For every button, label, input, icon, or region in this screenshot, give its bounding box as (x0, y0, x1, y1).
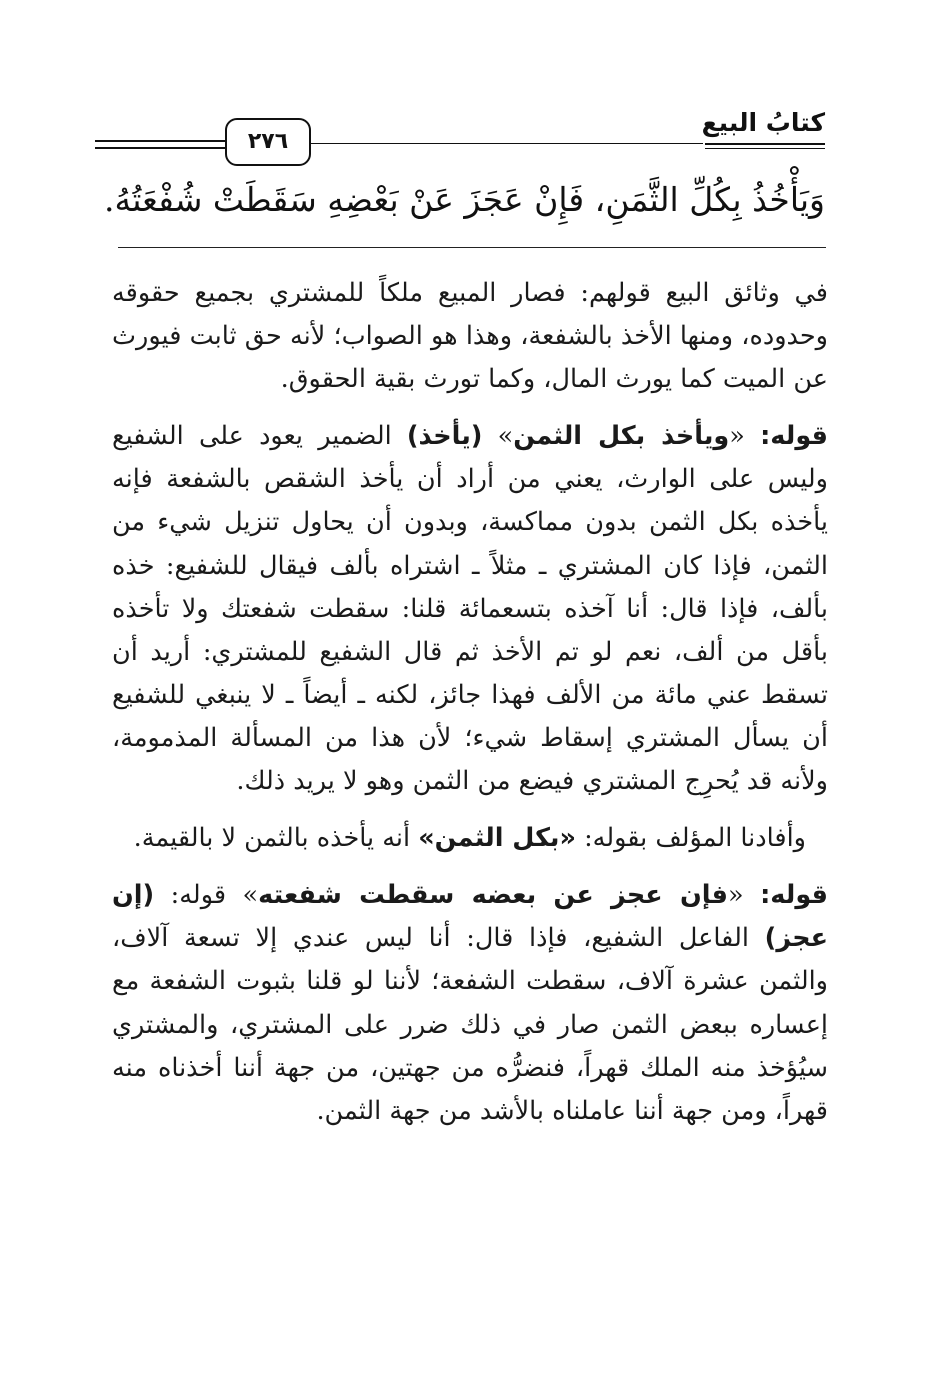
header-rule (95, 147, 225, 149)
quote-open: « (729, 421, 745, 452)
page-header (95, 108, 825, 168)
paragraph-1-text: في وثائق البيع قولهم: فصار المبيع ملكاً للمشتري بجميع حقوقه وحدوده، ومنها الأخذ بالشفعة، وهذا هو الصواب؛ لأنه حق ثابت فيورث عن الميت كما يورث المال، وكما تورث بقية الحقوق. (112, 278, 828, 395)
page-number: ٢٧٦ (225, 118, 311, 166)
header-rule (309, 143, 703, 144)
paragraph-2-body: الضمير يعود على الشفيع وليس على الوارث، يعني من أراد أن يأخذ الشقص بالشفعة فإنه يأخذه بكل الثمن بدون مماكسة، وبدون أن يحاول تنزيل شيء من الثمن، فإذا كان المشتري ـ مثلاً ـ اشتراه بألف فيقال للشفيع: خذه بألف، فإذا قال: أنا آخذه بتسعمائة قلنا: سقطت شفعتك ولا تأخذه بأقل من ألف، نعم لو تم الأخذ ثم قال الشفيع للمشتري: أريد أن تسقط عني مائة من الألف فهذا جائز، لكنه ـ أيضاً ـ لا ينبغي للشفيع أن يسأل المشتري إسقاط شيء؛ لأن هذا من المسألة المذمومة، ولأنه قد يُحرِج المشتري فيضع من الثمن وهو لا يريد ذلك. (112, 421, 828, 797)
quoted-matn: «بكل الثمن» (418, 823, 576, 854)
paragraph-3-before: وأفادنا المؤلف بقوله: (584, 823, 806, 854)
header-rule (705, 148, 825, 149)
quoted-matn: ويأخذ بكل الثمن (513, 421, 730, 452)
quote-close: » (242, 880, 259, 911)
commentary (112, 272, 828, 1147)
paren-term: (يأخذ) (406, 421, 483, 452)
paren-term: (إن عجز) (112, 880, 828, 954)
paragraph-4-body: الفاعل الشفيع، فإذا قال: أنا ليس عندي إلا تسعة آلاف، والثمن عشرة آلاف، سقطت الشفعة؛ لأننا لو قلنا بثبوت الشفعة مع إعساره ببعض الثمن صار في ذلك ضرر على المشتري، والمشتري سيُؤخذ منه الملك قهراً، فنضرُّه من جهتين، من جهة أننا أخذناه منه قهراً، ومن جهة أننا عاملناه بالأشد من جهة الثمن. (112, 923, 829, 1126)
qawluh-label: قوله: (760, 880, 828, 911)
quote-close: » (497, 421, 514, 452)
section-divider (118, 247, 826, 248)
paragraph-1 (112, 272, 828, 401)
paragraph-2 (112, 415, 828, 803)
quoted-matn: فإن عجز عن بعضه سقطت شفعته (258, 880, 728, 911)
header-rule (705, 143, 825, 145)
qawluh-label: قوله: (760, 421, 828, 452)
book-title: كتابُ البيع (701, 108, 825, 137)
paragraph-4-mid: قوله: (170, 880, 227, 911)
paragraph-3 (112, 817, 828, 860)
matn-text: وَيَأْخُذُ بِكُلِّ الثَّمَنِ، فَإِنْ عَجَزَ عَنْ بَعْضِهِ سَقَطَتْ شُفْعَتُهُ. (104, 180, 825, 219)
paragraph-4 (112, 874, 828, 1133)
header-rule (95, 140, 225, 142)
quote-open: « (727, 880, 744, 911)
paragraph-3-after: أنه يأخذه بالثمن لا بالقيمة. (133, 823, 411, 854)
